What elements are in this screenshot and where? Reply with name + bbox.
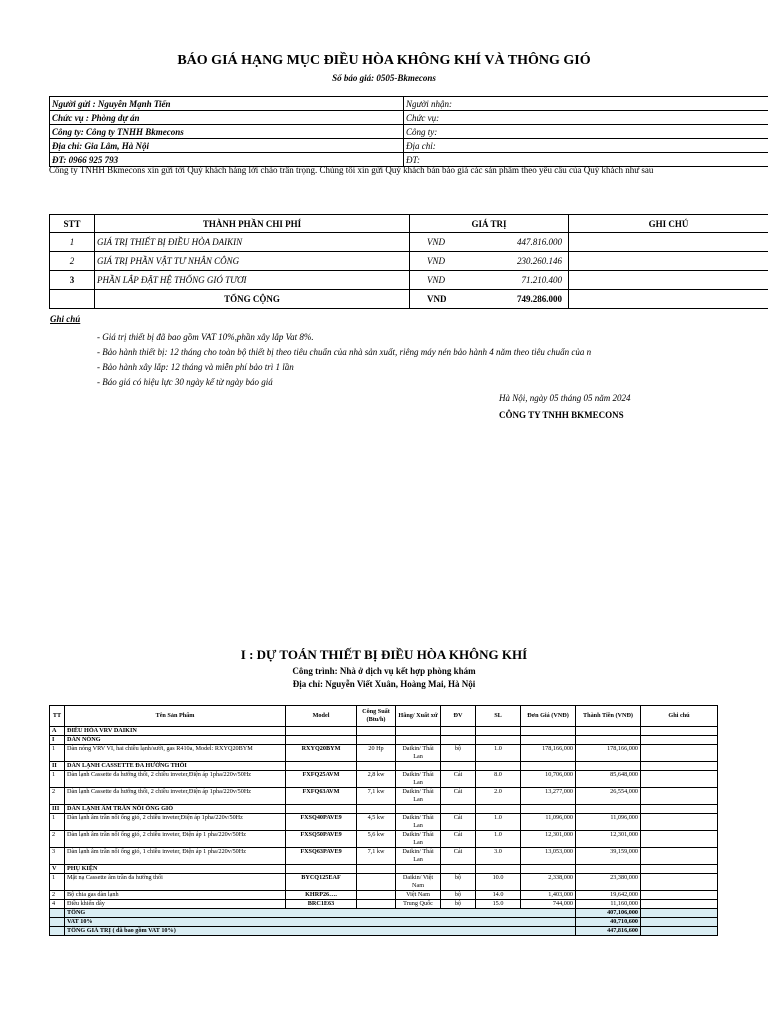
empty-cell [441, 727, 476, 736]
total-label: TỔNG [65, 909, 576, 918]
empty-cell [286, 762, 357, 771]
product-note [641, 788, 718, 805]
section-subtitle [0, 665, 768, 691]
product-qty: 2.0 [476, 788, 521, 805]
row-tt: A [50, 727, 65, 736]
product-model: BRC1E63 [286, 900, 357, 909]
receiver-cell: Người nhận: [404, 97, 768, 111]
table-row [50, 831, 718, 848]
product-capacity: 7,1 kw [357, 848, 396, 865]
total-row [50, 909, 718, 918]
total-label: TỔNG GIÁ TRỊ ( đã bao gồm VAT 10%) [65, 927, 576, 936]
product-unit: Cái [441, 814, 476, 831]
equipment-header-row [50, 706, 718, 727]
table-row [50, 814, 718, 831]
empty-cell [357, 762, 396, 771]
empty-cell [357, 727, 396, 736]
product-brand: Daikin/ Việt Nam [396, 874, 441, 891]
col-note: Ghi chú [641, 706, 718, 727]
product-unit: bộ [441, 900, 476, 909]
empty-cell [476, 805, 521, 814]
line-amount: 39,159,000 [576, 848, 641, 865]
summary-value [410, 271, 569, 290]
unit-price: 13,277,000 [521, 788, 576, 805]
table-row [50, 874, 718, 891]
project-address: Địa chỉ: Nguyễn Viết Xuân, Hoàng Mai, Hà Nội [292, 679, 476, 689]
product-capacity: 4,5 kw [357, 814, 396, 831]
product-unit: Cái [441, 771, 476, 788]
empty-cell [476, 762, 521, 771]
section-row [50, 736, 718, 745]
product-name: Dàn lạnh âm trần nối ống gió, 1 chiều inveter, Điện áp 1 pha/220v/50Hz [65, 848, 286, 865]
table-row [50, 848, 718, 865]
product-model: BYCQ125EAF [286, 874, 357, 891]
product-brand: Daikin/ Thái Lan [396, 788, 441, 805]
row-tt: II [50, 762, 65, 771]
equipment-table-body [50, 727, 718, 936]
col-model: Model [286, 706, 357, 727]
col-price: Đơn Giá (VNĐ) [521, 706, 576, 727]
section-title: I : DỰ TOÁN THIẾT BỊ ĐIỀU HÒA KHÔNG KHÍ [240, 647, 528, 662]
note-item: - Bảo hành xây lắp: 12 tháng và miễn phí bảo trì 1 lần [97, 362, 294, 372]
receiver-company: Công ty: [404, 125, 768, 139]
empty-cell [576, 736, 641, 745]
empty-cell [641, 736, 718, 745]
col-product: Tên Sản Phẩm [65, 706, 286, 727]
total-value: 407,106,000 [576, 909, 641, 918]
product-note [641, 831, 718, 848]
unit-price: 11,096,000 [521, 814, 576, 831]
col-unit: ĐV [441, 706, 476, 727]
empty-cell [641, 865, 718, 874]
product-qty: 1.0 [476, 745, 521, 762]
section-name: DÀN LẠNH ÂM TRẦN NỐI ỐNG GIÓ [65, 805, 286, 814]
total-row [50, 927, 718, 936]
receiver-address: Địa chỉ: [404, 139, 768, 153]
empty-cell [441, 805, 476, 814]
summary-total-value [410, 290, 569, 309]
product-note [641, 891, 718, 900]
empty-cell [286, 865, 357, 874]
product-capacity: 5,6 kw [357, 831, 396, 848]
unit-price: 1,403,000 [521, 891, 576, 900]
product-brand: Việt Nam [396, 891, 441, 900]
line-amount: 85,648,000 [576, 771, 641, 788]
unit-price: 12,301,000 [521, 831, 576, 848]
empty-cell [396, 762, 441, 771]
notes-list [97, 330, 591, 390]
total-row [50, 918, 718, 927]
product-qty: 14.0 [476, 891, 521, 900]
empty-cell [441, 865, 476, 874]
product-brand: Daikin/ Thái Lan [396, 848, 441, 865]
empty-cell [357, 805, 396, 814]
empty-cell [521, 805, 576, 814]
product-model: RXYQ20BYM [286, 745, 357, 762]
line-amount: 19,642,000 [576, 891, 641, 900]
col-qty: SL [476, 706, 521, 727]
product-qty: 1.0 [476, 831, 521, 848]
product-capacity: 7,1 kw [357, 788, 396, 805]
product-name: Điều khiển dây [65, 900, 286, 909]
total-value: 447,816,600 [576, 927, 641, 936]
product-model: FXSQ50PAVE9 [286, 831, 357, 848]
total-empty [50, 927, 65, 936]
empty-cell [576, 865, 641, 874]
product-unit: bộ [441, 891, 476, 900]
summary-total-currency: VND [427, 294, 447, 304]
product-note [641, 814, 718, 831]
sender-phone: ĐT: 0966 925 793 [50, 153, 404, 167]
unit-price: 13,053,000 [521, 848, 576, 865]
product-name: Dàn lạnh âm trần nối ống gió, 2 chiều inveter, Điện áp 1 pha/220v/50Hz [65, 831, 286, 848]
table-row [50, 745, 718, 762]
row-tt: I [50, 736, 65, 745]
product-model: FXFQ63AVM [286, 788, 357, 805]
empty-cell [576, 805, 641, 814]
empty-cell [357, 865, 396, 874]
product-name: Dàn lạnh âm trần nối ống gió, 2 chiều inveter,Điện áp 1pha/220v/50Hz [65, 814, 286, 831]
col-tt: TT [50, 706, 65, 727]
row-tt: 1 [50, 771, 65, 788]
empty-cell [396, 736, 441, 745]
summary-header-note: GHI CHÚ [569, 215, 768, 233]
notes-label: Ghi chú [50, 314, 81, 324]
empty-cell [521, 762, 576, 771]
section-name: DÀN NÓNG [65, 736, 286, 745]
section-row [50, 865, 718, 874]
summary-table [49, 214, 768, 309]
line-amount: 11,160,000 [576, 900, 641, 909]
total-note [641, 927, 718, 936]
section-name: DÀN LẠNH CASSETTE ĐA HƯỚNG THỔI [65, 762, 286, 771]
total-note [641, 909, 718, 918]
empty-cell [641, 762, 718, 771]
row-tt: 3 [50, 848, 65, 865]
empty-cell [521, 865, 576, 874]
col-capacity: Công Suất (Btu/h) [357, 706, 396, 727]
row-tt: 4 [50, 900, 65, 909]
summary-header-stt: STT [50, 215, 95, 233]
product-capacity: 2,8 kw [357, 771, 396, 788]
summary-value [410, 252, 569, 271]
product-note [641, 874, 718, 891]
row-tt: 2 [50, 788, 65, 805]
total-note [641, 918, 718, 927]
total-value: 40,710,600 [576, 918, 641, 927]
intro-paragraph: Công ty TNHH Bkmecons xin gửi tới Quý khách hàng lời chào trân trọng. Chúng tôi xin gửi Quý khách bản báo giá các sản phẩm theo yêu cầu của Quý khách như sau [49, 165, 654, 175]
product-brand: Trung Quốc [396, 900, 441, 909]
section-name: PHỤ KIỆN [65, 865, 286, 874]
note-item: - Bảo hành thiết bị: 12 tháng cho toàn bộ thiết bị theo tiêu chuẩn của nhà sản xuất, riêng máy nén bảo hành 4 năm theo tiêu chuẩn của n [97, 347, 592, 357]
row-tt: 2 [50, 831, 65, 848]
summary-name: GIÁ TRỊ THIẾT BỊ ĐIỀU HÒA DAIKIN [95, 233, 410, 252]
quote-title: BÁO GIÁ HẠNG MỤC ĐIỀU HÒA KHÔNG KHÍ VÀ THÔNG GIÓ [177, 53, 591, 68]
receiver-position: Chức vụ: [404, 111, 768, 125]
section-name: ĐIỀU HÒA VRV DAIKIN [65, 727, 286, 736]
product-brand: Daikin/ Thái Lan [396, 771, 441, 788]
summary-row [50, 233, 768, 252]
empty-cell [396, 865, 441, 874]
product-capacity: 20 Hp [357, 745, 396, 762]
summary-stt: 3 [50, 271, 95, 290]
empty-cell [396, 805, 441, 814]
summary-currency: VND [427, 275, 445, 285]
place-date: Hà Nội, ngày 05 tháng 05 năm 2024 [499, 393, 631, 403]
summary-header-value: GIÁ TRỊ [410, 215, 569, 233]
empty-cell [521, 727, 576, 736]
product-name: Mặt nạ Cassette âm trần đa hướng thổi [65, 874, 286, 891]
product-capacity [357, 891, 396, 900]
row-tt: 1 [50, 814, 65, 831]
product-brand: Daikin/ Thái Lan [396, 831, 441, 848]
line-amount: 11,096,000 [576, 814, 641, 831]
note-item: - Báo giá có hiệu lực 30 ngày kể từ ngày báo giá [97, 377, 273, 387]
product-note [641, 848, 718, 865]
total-empty [50, 918, 65, 927]
summary-name: PHẦN LẮP ĐẶT HỆ THỐNG GIÓ TƯƠI [95, 271, 410, 290]
empty-cell [576, 762, 641, 771]
product-name: Dàn lạnh Cassette đa hướng thổi, 2 chiều inveter,Điện áp 1pha/220v/50Hz [65, 771, 286, 788]
empty-cell [286, 805, 357, 814]
total-label: VAT 10% [65, 918, 576, 927]
sender-company: Công ty: Công ty TNHH Bkmecons [50, 125, 404, 139]
summary-stt: 1 [50, 233, 95, 252]
product-qty: 8.0 [476, 771, 521, 788]
empty-cell [641, 727, 718, 736]
product-name: Dàn lạnh Cassette đa hướng thổi, 2 chiều inveter,Điện áp 1pha/220v/50Hz [65, 788, 286, 805]
summary-total-stt [50, 290, 95, 309]
empty-cell [441, 762, 476, 771]
col-amount: Thành Tiền (VNĐ) [576, 706, 641, 727]
section-row [50, 762, 718, 771]
summary-amount: 447.816.000 [517, 237, 562, 247]
product-note [641, 900, 718, 909]
row-tt: 2 [50, 891, 65, 900]
empty-cell [476, 727, 521, 736]
summary-amount: 230.260.146 [517, 256, 562, 266]
row-tt: 1 [50, 745, 65, 762]
row-tt: III [50, 805, 65, 814]
product-name: Dàn nóng VRV VI, hai chiều lạnh/sưởi, gas R410a, Model: RXYQ20BYM [65, 745, 286, 762]
product-note [641, 745, 718, 762]
unit-price: 10,706,000 [521, 771, 576, 788]
summary-note [569, 271, 768, 290]
product-model: KHRP26…. [286, 891, 357, 900]
product-unit: Cái [441, 848, 476, 865]
product-name: Bộ chia gas dàn lạnh [65, 891, 286, 900]
empty-cell [357, 736, 396, 745]
product-note [641, 771, 718, 788]
product-brand: Daikin/ Thái Lan [396, 814, 441, 831]
product-unit: Cái [441, 788, 476, 805]
summary-note [569, 252, 768, 271]
product-model: FXSQ40PAVE9 [286, 814, 357, 831]
empty-cell [521, 736, 576, 745]
summary-amount: 71.210.400 [521, 275, 562, 285]
col-brand: Hãng/ Xuất xứ [396, 706, 441, 727]
product-capacity [357, 874, 396, 891]
empty-cell [476, 865, 521, 874]
unit-price: 744,000 [521, 900, 576, 909]
section-row [50, 805, 718, 814]
product-unit: Cái [441, 831, 476, 848]
empty-cell [441, 736, 476, 745]
empty-cell [641, 805, 718, 814]
summary-total-amount: 749.286.000 [517, 294, 562, 304]
quote-number: Số báo giá: 0505-Bkmecons [332, 73, 436, 83]
summary-name: GIÁ TRỊ PHẦN VẬT TƯ NHÂN CÔNG [95, 252, 410, 271]
table-row [50, 771, 718, 788]
summary-row [50, 271, 768, 290]
table-row [50, 900, 718, 909]
product-model: FXSQ63PAVE9 [286, 848, 357, 865]
project-name: Công trình: Nhà ở dịch vụ kết hợp phòng khám [292, 666, 476, 676]
table-row [50, 891, 718, 900]
total-empty [50, 909, 65, 918]
empty-cell [476, 736, 521, 745]
summary-stt: 2 [50, 252, 95, 271]
empty-cell [286, 727, 357, 736]
product-capacity [357, 900, 396, 909]
empty-cell [396, 727, 441, 736]
summary-currency: VND [427, 256, 445, 266]
product-qty: 10.0 [476, 874, 521, 891]
section-row [50, 727, 718, 736]
product-qty: 3.0 [476, 848, 521, 865]
summary-header-component: THÀNH PHẦN CHI PHÍ [95, 215, 410, 233]
sender-address: Địa chỉ: Gia Lâm, Hà Nội [50, 139, 404, 153]
receiver-phone: ĐT: [404, 153, 768, 167]
summary-note [569, 233, 768, 252]
sender-position: Chức vụ : Phòng dự án [50, 111, 404, 125]
product-unit: bộ [441, 874, 476, 891]
signature-company: CÔNG TY TNHH BKMECONS [499, 410, 624, 420]
empty-cell [286, 736, 357, 745]
line-amount: 12,301,000 [576, 831, 641, 848]
summary-total-row [50, 290, 768, 309]
row-tt: 1 [50, 874, 65, 891]
product-qty: 15.0 [476, 900, 521, 909]
sender-cell: Người gửi : Nguyễn Mạnh Tiến [50, 97, 404, 111]
row-tt: V [50, 865, 65, 874]
product-qty: 1.0 [476, 814, 521, 831]
table-row [50, 788, 718, 805]
summary-value [410, 233, 569, 252]
unit-price: 178,166,000 [521, 745, 576, 762]
product-brand: Daikin/ Thái Lan [396, 745, 441, 762]
summary-row [50, 252, 768, 271]
equipment-table [49, 705, 718, 936]
line-amount: 178,166,000 [576, 745, 641, 762]
summary-total-note [569, 290, 768, 309]
summary-currency: VND [427, 237, 445, 247]
party-info-table [49, 96, 768, 167]
line-amount: 23,380,000 [576, 874, 641, 891]
product-unit: bộ [441, 745, 476, 762]
empty-cell [576, 727, 641, 736]
summary-header-row [50, 215, 768, 233]
line-amount: 26,554,000 [576, 788, 641, 805]
summary-total-label: TỔNG CỘNG [95, 290, 410, 309]
unit-price: 2,338,000 [521, 874, 576, 891]
note-item: - Giá trị thiết bị đã bao gồm VAT 10%,phần xây lắp Vat 8%. [97, 332, 314, 342]
product-model: FXFQ25AVM [286, 771, 357, 788]
